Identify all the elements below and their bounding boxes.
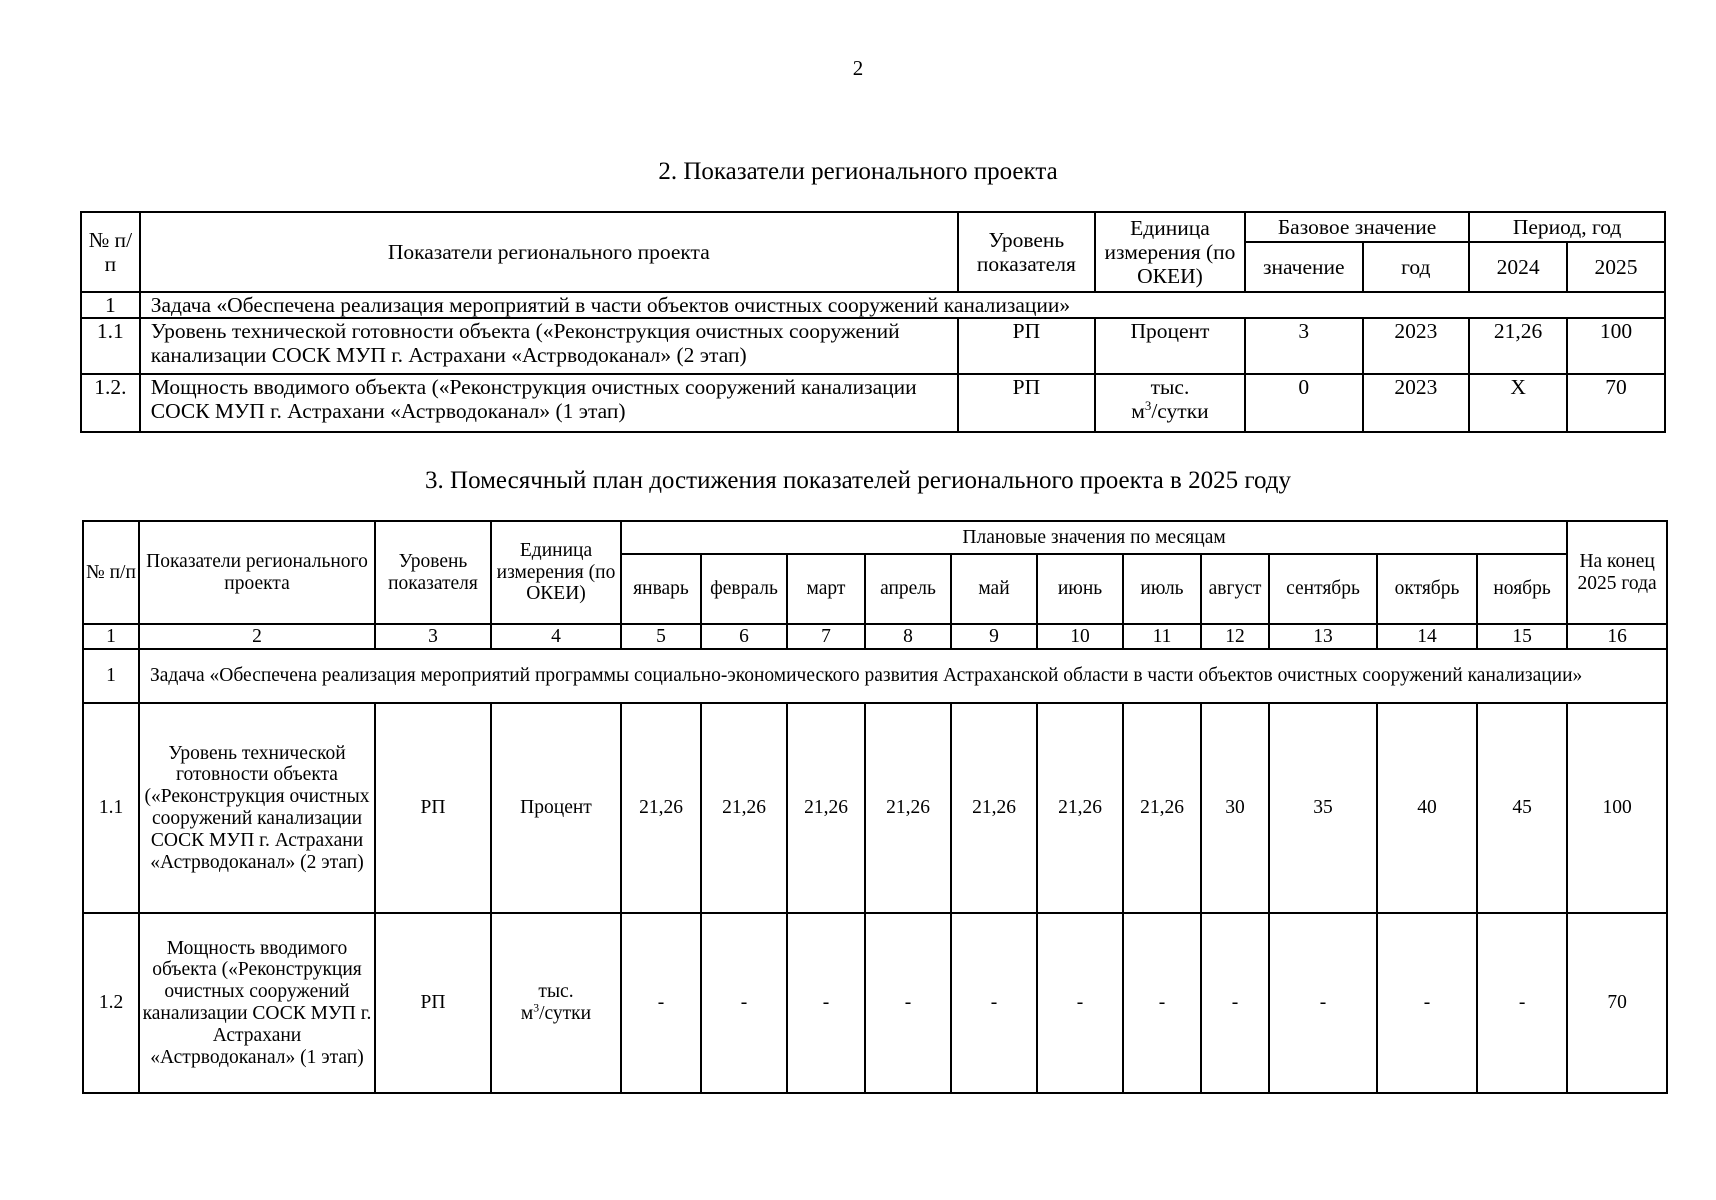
month-value: -: [1377, 913, 1477, 1093]
header-unit: Единица измерения (по ОКЕИ): [1095, 212, 1245, 292]
table-row: [83, 703, 1667, 913]
table-header-row: [81, 212, 1665, 242]
column-number: 7: [787, 624, 865, 649]
column-number: 5: [621, 624, 701, 649]
indicators-table: [80, 211, 1666, 433]
month-value: 30: [1201, 703, 1269, 913]
row-2025: 100: [1567, 318, 1665, 374]
task-row: [81, 292, 1665, 318]
month-value: -: [1477, 913, 1567, 1093]
header-month: июль: [1123, 554, 1201, 624]
header-month: октябрь: [1377, 554, 1477, 624]
row-indicator: Уровень технической готовности объекта («Реконструкция очистных сооружений канализации СОСК МУП г. Астрахани «Астрводоканал» (2 этап): [140, 318, 958, 374]
month-value: 21,26: [787, 703, 865, 913]
row-base-year: 2023: [1363, 374, 1470, 432]
month-value: -: [1123, 913, 1201, 1093]
header-planned: Плановые значения по месяцам: [621, 521, 1567, 554]
column-number: 3: [375, 624, 491, 649]
section-3-title: 3. Помесячный план достижения показателей регионального проекта в 2025 году: [425, 467, 1291, 494]
page-number: 2: [852, 56, 864, 80]
row-2024: Х: [1469, 374, 1567, 432]
table-row: [81, 374, 1665, 432]
column-number: 9: [951, 624, 1037, 649]
table-row: [83, 913, 1667, 1093]
unit-rest: /сутки: [1151, 399, 1209, 424]
header-period: Период, год: [1469, 212, 1665, 242]
month-value: -: [865, 913, 951, 1093]
header-indicator: Показатели регионального проекта: [139, 521, 375, 624]
column-number: 11: [1123, 624, 1201, 649]
header-num: № п/п: [81, 212, 140, 292]
column-number: 1: [83, 624, 139, 649]
task-text: Задача «Обеспечена реализация мероприятий в части объектов очистных сооружений канализации»: [140, 292, 1665, 318]
header-month: март: [787, 554, 865, 624]
row-base-year: 2023: [1363, 318, 1470, 374]
row-level: РП: [958, 318, 1095, 374]
row-num: 1.1: [81, 318, 140, 374]
row-num: 1.1: [83, 703, 139, 913]
month-value: -: [787, 913, 865, 1093]
month-value: -: [1201, 913, 1269, 1093]
column-number: 4: [491, 624, 621, 649]
month-value: -: [1269, 913, 1377, 1093]
month-value: 21,26: [701, 703, 787, 913]
header-month: май: [951, 554, 1037, 624]
month-value: 21,26: [621, 703, 701, 913]
column-number: 12: [1201, 624, 1269, 649]
header-indicator: Показатели регионального проекта: [140, 212, 958, 292]
row-level: РП: [958, 374, 1095, 432]
month-value: 40: [1377, 703, 1477, 913]
row-2025: 70: [1567, 374, 1665, 432]
header-month: август: [1201, 554, 1269, 624]
row-indicator: Уровень технической готовности объекта («Реконструкция очистных сооружений канализации СОСК МУП г. Астрахани «Астрводоканал» (2 этап): [139, 703, 375, 913]
header-end: На конец 2025 года: [1567, 521, 1667, 624]
unit-sup: 3: [1144, 399, 1152, 413]
row-num: 1.2.: [81, 374, 140, 432]
month-value: 21,26: [865, 703, 951, 913]
row-num: 1.2: [83, 913, 139, 1093]
header-level: Уровень показателя: [375, 521, 491, 624]
header-month: апрель: [865, 554, 951, 624]
row-end-value: 70: [1567, 913, 1667, 1093]
unit-m: м: [1131, 399, 1145, 424]
column-number: 10: [1037, 624, 1123, 649]
header-unit: Единица измерения (по ОКЕИ): [491, 521, 621, 624]
month-value: -: [701, 913, 787, 1093]
unit-m: м: [520, 1003, 534, 1024]
row-indicator: Мощность вводимого объекта («Реконструкция очистных сооружений канализации СОСК МУП г. Астрахани «Астрводоканал» (1 этап): [140, 374, 958, 432]
header-month: ноябрь: [1477, 554, 1567, 624]
row-base-value: 3: [1245, 318, 1362, 374]
header-month: февраль: [701, 554, 787, 624]
month-value: -: [1037, 913, 1123, 1093]
month-value: -: [951, 913, 1037, 1093]
column-numbers-row: [83, 624, 1667, 649]
row-unit: [491, 913, 621, 1093]
header-2025: 2025: [1567, 242, 1665, 292]
column-number: 15: [1477, 624, 1567, 649]
header-month: январь: [621, 554, 701, 624]
task-text: Задача «Обеспечена реализация мероприятий программы социально-экономического развития Астраханской области в части объектов очистных сооружений канализации»: [139, 649, 1667, 703]
row-end-value: 100: [1567, 703, 1667, 913]
row-level: РП: [375, 913, 491, 1093]
row-unit: Процент: [1095, 318, 1245, 374]
row-2024: 21,26: [1469, 318, 1567, 374]
header-month: июнь: [1037, 554, 1123, 624]
row-base-value: 0: [1245, 374, 1362, 432]
section-2-title: 2. Показатели регионального проекта: [658, 158, 1058, 185]
header-base: Базовое значение: [1245, 212, 1469, 242]
unit-sup: 3: [533, 1001, 540, 1015]
header-base-year: год: [1363, 242, 1470, 292]
month-value: 21,26: [951, 703, 1037, 913]
month-value: -: [621, 913, 701, 1093]
column-number: 13: [1269, 624, 1377, 649]
column-number: 8: [865, 624, 951, 649]
row-unit: [1095, 374, 1245, 432]
monthly-plan-table: [82, 520, 1668, 1094]
task-num: 1: [81, 292, 140, 318]
header-level: Уровень показателя: [958, 212, 1095, 292]
month-value: 45: [1477, 703, 1567, 913]
month-value: 21,26: [1123, 703, 1201, 913]
header-month: сентябрь: [1269, 554, 1377, 624]
header-base-value: значение: [1245, 242, 1362, 292]
column-number: 2: [139, 624, 375, 649]
column-number: 6: [701, 624, 787, 649]
row-unit: Процент: [491, 703, 621, 913]
unit-line1: тыс.: [1150, 375, 1190, 400]
table-header-row: [83, 521, 1667, 554]
unit-line1: тыс.: [538, 981, 574, 1003]
task-row: [83, 649, 1667, 703]
column-number: 16: [1567, 624, 1667, 649]
row-level: РП: [375, 703, 491, 913]
header-num: № п/п: [83, 521, 139, 624]
month-value: 35: [1269, 703, 1377, 913]
header-2024: 2024: [1469, 242, 1567, 292]
month-value: 21,26: [1037, 703, 1123, 913]
unit-rest: /сутки: [539, 1003, 592, 1024]
row-indicator: Мощность вводимого объекта («Реконструкция очистных сооружений канализации СОСК МУП г. Астрахани «Астрводоканал» (1 этап): [139, 913, 375, 1093]
table-row: [81, 318, 1665, 374]
column-number: 14: [1377, 624, 1477, 649]
task-num: 1: [83, 649, 139, 703]
